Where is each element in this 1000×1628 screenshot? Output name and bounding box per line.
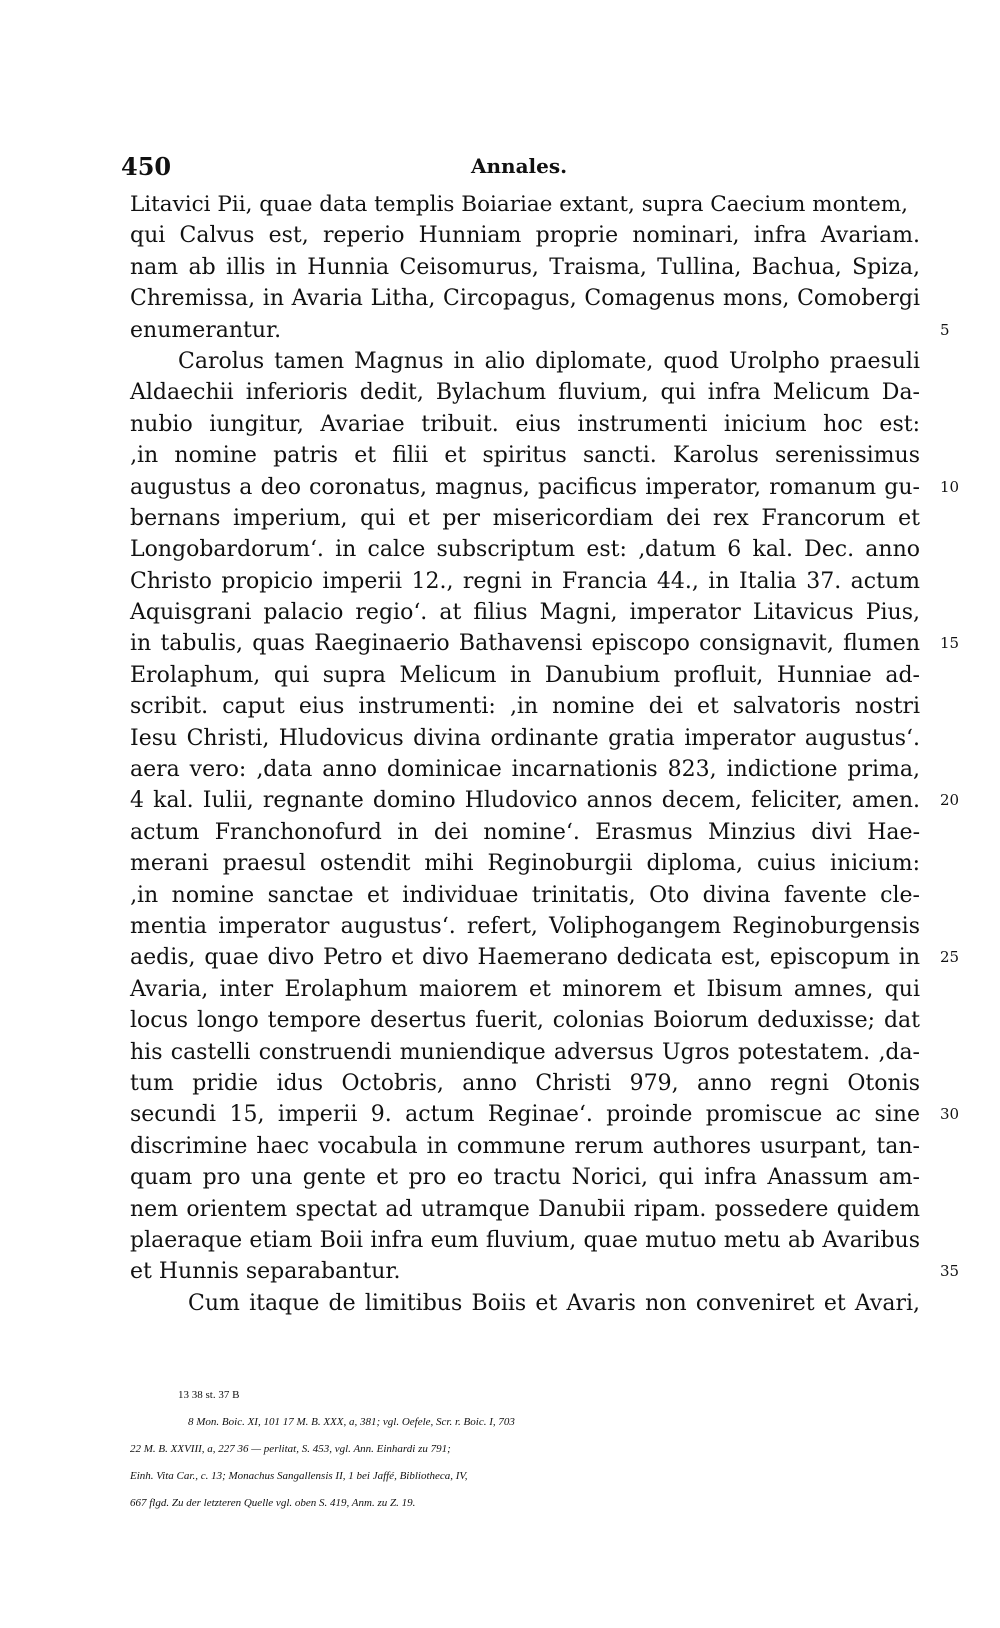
text-line-content: merani praesul ostendit mihi Reginoburgii diploma, cuius inicium:: [130, 851, 920, 877]
page-number: 450: [121, 152, 172, 181]
text-line: [130, 942, 960, 973]
text-line: [130, 1005, 935, 1036]
text-line-content: nubio iungitur, Avariae tribuit. eius instrumenti inicium hoc est:: [130, 411, 920, 437]
text-line-content: nam ab illis in Hunnia Ceisomurus, Traisma, Tullina, Bachua, Spiza,: [130, 254, 920, 280]
text-line-content: Cum itaque de limitibus Boiis et Avaris non conveniret et Avari,: [188, 1290, 920, 1316]
text-line: [130, 409, 935, 440]
text-line-content: plaeraque etiam Boii infra eum fluvium, quae mutuo metu ab Avaribus: [130, 1227, 920, 1253]
text-line: [130, 252, 935, 283]
footnote-line: 8 Mon. Boic. XI, 101 17 M. B. XXX, a, 381; vgl. Oefele, Scr. r. Boic. I, 703: [188, 1416, 515, 1428]
footnote-line: 13 38 st. 37 B: [178, 1389, 240, 1401]
text-line-content: aera vero: ‚data anno dominicae incarnationis 823, indictione prima,: [130, 757, 920, 783]
text-line: [130, 503, 935, 534]
text-line-content: in tabulis, quas Raeginaerio Bathavensi episcopo consignavit, flumen: [130, 631, 920, 657]
text-line: [130, 911, 935, 942]
text-line-content: 4 kal. Iulii, regnante domino Hludovico annos decem, feliciter, amen.: [130, 788, 920, 814]
text-line-content: Longobardorum‘. in calce subscriptum est: ‚datum 6 kal. Dec. anno: [130, 537, 920, 563]
text-line: [130, 754, 935, 785]
text-line-content: enumerantur.: [130, 317, 282, 343]
text-line-content: aedis, quae divo Petro et divo Haemerano dedicata est, episcopum in: [130, 945, 920, 971]
text-line-content: Aquisgrani palacio regio‘. at filius Magni, imperator Litavicus Pius,: [130, 600, 920, 626]
text-line: [130, 660, 935, 691]
text-line-content: Iesu Christi, Hludovicus divina ordinante gratia imperator augustus‘.: [130, 725, 920, 751]
text-line: [130, 440, 935, 471]
text-line-content: locus longo tempore desertus fuerit, colonias Boiorum deduxisse; dat: [130, 1008, 920, 1034]
line-number: 35: [940, 1262, 960, 1281]
text-line: [130, 974, 935, 1005]
text-line-content: discrimine haec vocabula in commune rerum authores usurpant, tan-: [130, 1133, 920, 1159]
text-line: [130, 189, 935, 220]
footnotes: [130, 1382, 935, 1517]
line-number: 15: [940, 634, 960, 653]
text-line-content: Christo propicio imperii 12., regni in Francia 44., in Italia 37. actum: [130, 568, 920, 594]
line-number: 25: [940, 948, 960, 967]
text-line: [130, 346, 935, 377]
text-line: [130, 566, 935, 597]
text-line-content: quam pro una gente et pro eo tractu Norici, qui infra Anassum am-: [130, 1165, 920, 1191]
text-line: [130, 1099, 960, 1130]
line-number: 10: [940, 477, 960, 496]
text-line: [130, 723, 935, 754]
text-line-content: his castelli construendi muniendique adversus Ugros potestatem. ‚da-: [130, 1039, 920, 1065]
text-line-content: mentia imperator augustus‘. refert, Voliphogangem Reginoburgensis: [130, 913, 920, 939]
text-line: [130, 315, 950, 346]
line-number: 20: [940, 791, 960, 810]
text-line-content: secundi 15, imperii 9. actum Reginae‘. proinde promiscue ac sine: [130, 1102, 920, 1128]
line-number: 30: [940, 1105, 960, 1124]
text-line: [130, 377, 935, 408]
text-line: [130, 597, 935, 628]
text-line-content: Erolaphum, qui supra Melicum in Danubium profluit, Hunniae ad-: [130, 662, 920, 688]
footnote-line: Einh. Vita Car., c. 13; Monachus Sangallensis II, 1 bei Jaffé, Bibliotheca, IV,: [130, 1470, 468, 1482]
text-line-content: qui Calvus est, reperio Hunniam proprie nominari, infra Avariam.: [130, 223, 920, 249]
text-line: [130, 785, 960, 816]
text-line-content: Litavici Pii, quae data templis Boiariae extant, supra Caecium montem,: [130, 192, 909, 217]
text-line-content: ‚in nomine sanctae et individuae trinitatis, Oto divina favente cle-: [130, 882, 920, 908]
footnote-line: 22 M. B. XXVIII, a, 227 36 — perlitat, S. 453, vgl. Ann. Einhardi zu 791;: [130, 1443, 451, 1455]
text-line-content: bernans imperium, qui et per misericordiam dei rex Francorum et: [130, 505, 920, 531]
text-line-content: ‚in nomine patris et filii et spiritus sancti. Karolus serenissimus: [130, 443, 920, 469]
text-line: [130, 534, 935, 565]
text-line: [130, 1068, 935, 1099]
text-line: [130, 1037, 935, 1068]
text-line: [130, 1194, 935, 1225]
running-head: Annales.: [471, 154, 568, 178]
text-line-content: augustus a deo coronatus, magnus, pacificus imperator, romanum gu-: [130, 474, 920, 500]
text-line: [130, 220, 935, 251]
text-line-content: Chremissa, in Avaria Litha, Circopagus, Comagenus mons, Comobergi: [130, 286, 920, 312]
text-line: [130, 283, 935, 314]
text-line-content: et Hunnis separabantur.: [130, 1259, 401, 1285]
text-line-content: Aldaechii inferioris dedit, Bylachum fluvium, qui infra Melicum Da-: [130, 380, 920, 406]
text-line-content: Avaria, inter Erolaphum maiorem et minorem et Ibisum amnes, qui: [130, 976, 920, 1002]
text-line-content: nem orientem spectat ad utramque Danubii ripam. possedere quidem: [130, 1196, 920, 1222]
text-line: [130, 1225, 935, 1256]
text-line: [130, 691, 935, 722]
text-line: [130, 1162, 935, 1193]
text-line: [130, 1288, 935, 1319]
text-line: [130, 1256, 960, 1287]
text-line: [130, 880, 935, 911]
text-line: [130, 472, 960, 503]
text-line-content: Carolus tamen Magnus in alio diplomate, quod Urolpho praesuli: [178, 348, 920, 374]
text-line-content: tum pridie idus Octobris, anno Christi 979, anno regni Otonis: [130, 1070, 920, 1096]
text-line: [130, 628, 960, 659]
body-text: [130, 189, 960, 1319]
text-line-content: scribit. caput eius instrumenti: ‚in nomine dei et salvatoris nostri: [130, 694, 920, 720]
text-line-content: actum Franchonofurd in dei nomine‘. Erasmus Minzius divi Hae-: [130, 819, 920, 845]
footnote-line: 667 flgd. Zu der letzteren Quelle vgl. oben S. 419, Anm. zu Z. 19.: [130, 1497, 416, 1509]
text-line: [130, 817, 935, 848]
line-number: 5: [940, 320, 950, 339]
text-line: [130, 848, 935, 879]
text-line: [130, 1131, 935, 1162]
